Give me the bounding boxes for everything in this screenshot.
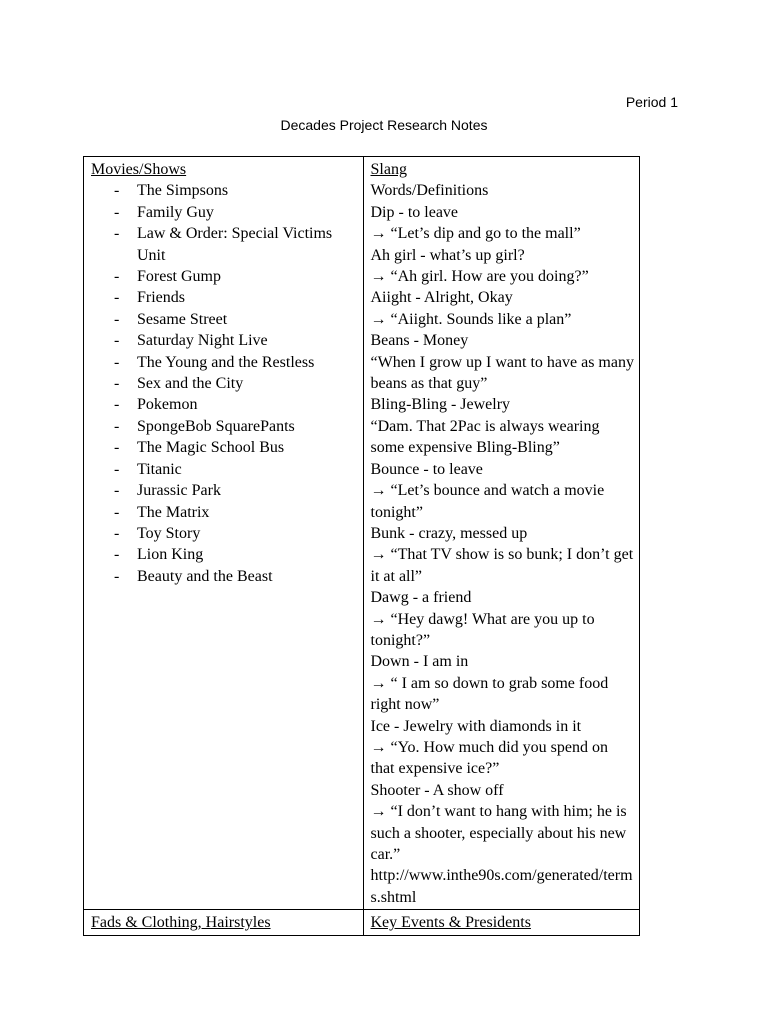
movies-shows-cell	[84, 157, 364, 910]
slang-example: “When I grow up I want to have as many beans as that guy”	[370, 353, 634, 393]
show-title: Lion King	[137, 546, 204, 564]
show-title: Forest Gump	[137, 268, 221, 286]
show-title: The Simpsons	[137, 182, 229, 200]
source-url: http://www.inthe90s.com/generated/terms.shtml	[370, 867, 633, 906]
slang-example: → “Hey dawg! What are you up to tonight?”	[370, 610, 595, 649]
list-item: - Pokemon	[114, 396, 198, 414]
list-item: - The Magic School Bus	[114, 439, 285, 457]
movies-shows-heading: Movies/Shows	[91, 161, 187, 178]
show-title: Sex and the City	[137, 375, 244, 393]
show-title: Jurassic Park	[137, 482, 221, 500]
list-item: - Titanic	[114, 460, 182, 478]
list-item: - Beauty and the Beast	[114, 567, 273, 585]
slang-example: → “I don’t want to hang with him; he is such a shooter, especially about his new car.”	[370, 803, 627, 863]
show-title: The Magic School Bus	[137, 439, 285, 457]
show-title: Friends	[137, 289, 185, 307]
list-item: - The Matrix	[114, 503, 210, 521]
slang-term: Ah girl - what’s up girl?	[370, 246, 525, 264]
show-title: Pokemon	[137, 396, 198, 414]
list-item: - Family Guy	[114, 203, 214, 221]
show-title: Family Guy	[137, 203, 214, 221]
slang-example: → “That TV show is so bunk; I don’t get it at all”	[370, 546, 634, 585]
slang-term: Bounce - to leave	[370, 460, 483, 478]
show-title: Beauty and the Beast	[137, 567, 273, 585]
table-row	[84, 910, 640, 935]
show-title: The Young and the Restless	[137, 353, 315, 371]
slang-term: Ice - Jewelry with diamonds in it	[370, 717, 582, 735]
list-item: - Sex and the City	[114, 375, 244, 393]
slang-example: → “Let’s dip and go to the mall”	[370, 225, 581, 243]
table-row	[84, 157, 640, 910]
list-item: - SpongeBob SquarePants	[114, 417, 295, 435]
movies-shows-list	[91, 180, 359, 587]
fads-clothing-heading: Fads & Clothing, Hairstyles	[91, 914, 271, 932]
slang-cell	[363, 157, 640, 910]
slang-example: “Dam. That 2Pac is always wearing some expensive Bling-Bling”	[370, 417, 600, 457]
show-title: The Matrix	[137, 503, 210, 521]
slang-term: Dawg - a friend	[370, 589, 472, 607]
period-label: Period 1	[625, 94, 678, 110]
slang-example: → “Let’s bounce and watch a movie tonight”	[370, 482, 605, 521]
list-item: - Saturday Night Live	[114, 332, 268, 350]
slang-term: Beans - Money	[370, 332, 469, 350]
list-item: - Law & Order: Special Victims Unit	[114, 225, 333, 264]
list-item: - The Simpsons	[114, 182, 229, 200]
list-item: - Jurassic Park	[114, 482, 221, 500]
slang-example: → “Ah girl. How are you doing?”	[370, 268, 589, 286]
show-title: SpongeBob SquarePants	[137, 417, 295, 435]
show-title: Toy Story	[137, 524, 201, 542]
slang-example: → “Yo. How much did you spend on that expensive ice?”	[370, 738, 608, 778]
list-item: - Lion King	[114, 546, 204, 564]
key-events-heading: Key Events & Presidents	[370, 914, 531, 932]
slang-subheading: Words/Definitions	[370, 182, 489, 200]
document-title: Decades Project Research Notes	[280, 117, 488, 133]
show-title: Sesame Street	[137, 310, 228, 328]
list-item: - Toy Story	[114, 524, 201, 542]
slang-example: → “ I am so down to grab some food right now”	[370, 674, 609, 714]
fads-clothing-cell	[84, 910, 364, 935]
show-title: Saturday Night Live	[137, 332, 268, 350]
slang-heading: Slang	[370, 161, 407, 178]
slang-term: Bling-Bling - Jewelry	[370, 396, 511, 414]
show-title: Law & Order: Special Victims Unit	[137, 225, 333, 264]
show-title: Titanic	[137, 460, 182, 478]
list-item: - The Young and the Restless	[114, 353, 315, 371]
slang-term: Dip - to leave	[370, 203, 459, 221]
slang-term: Bunk - crazy, messed up	[370, 524, 528, 542]
slang-term: Down - I am in	[370, 653, 469, 671]
key-events-cell	[363, 910, 640, 935]
slang-term: Shooter - A show off	[370, 781, 504, 799]
list-item: - Forest Gump	[114, 268, 221, 286]
list-item: - Friends	[114, 289, 185, 307]
slang-term: Aiight - Alright, Okay	[370, 289, 513, 307]
slang-example: → “Aiight. Sounds like a plan”	[370, 310, 572, 328]
research-notes-table	[83, 156, 640, 936]
list-item: - Sesame Street	[114, 310, 228, 328]
